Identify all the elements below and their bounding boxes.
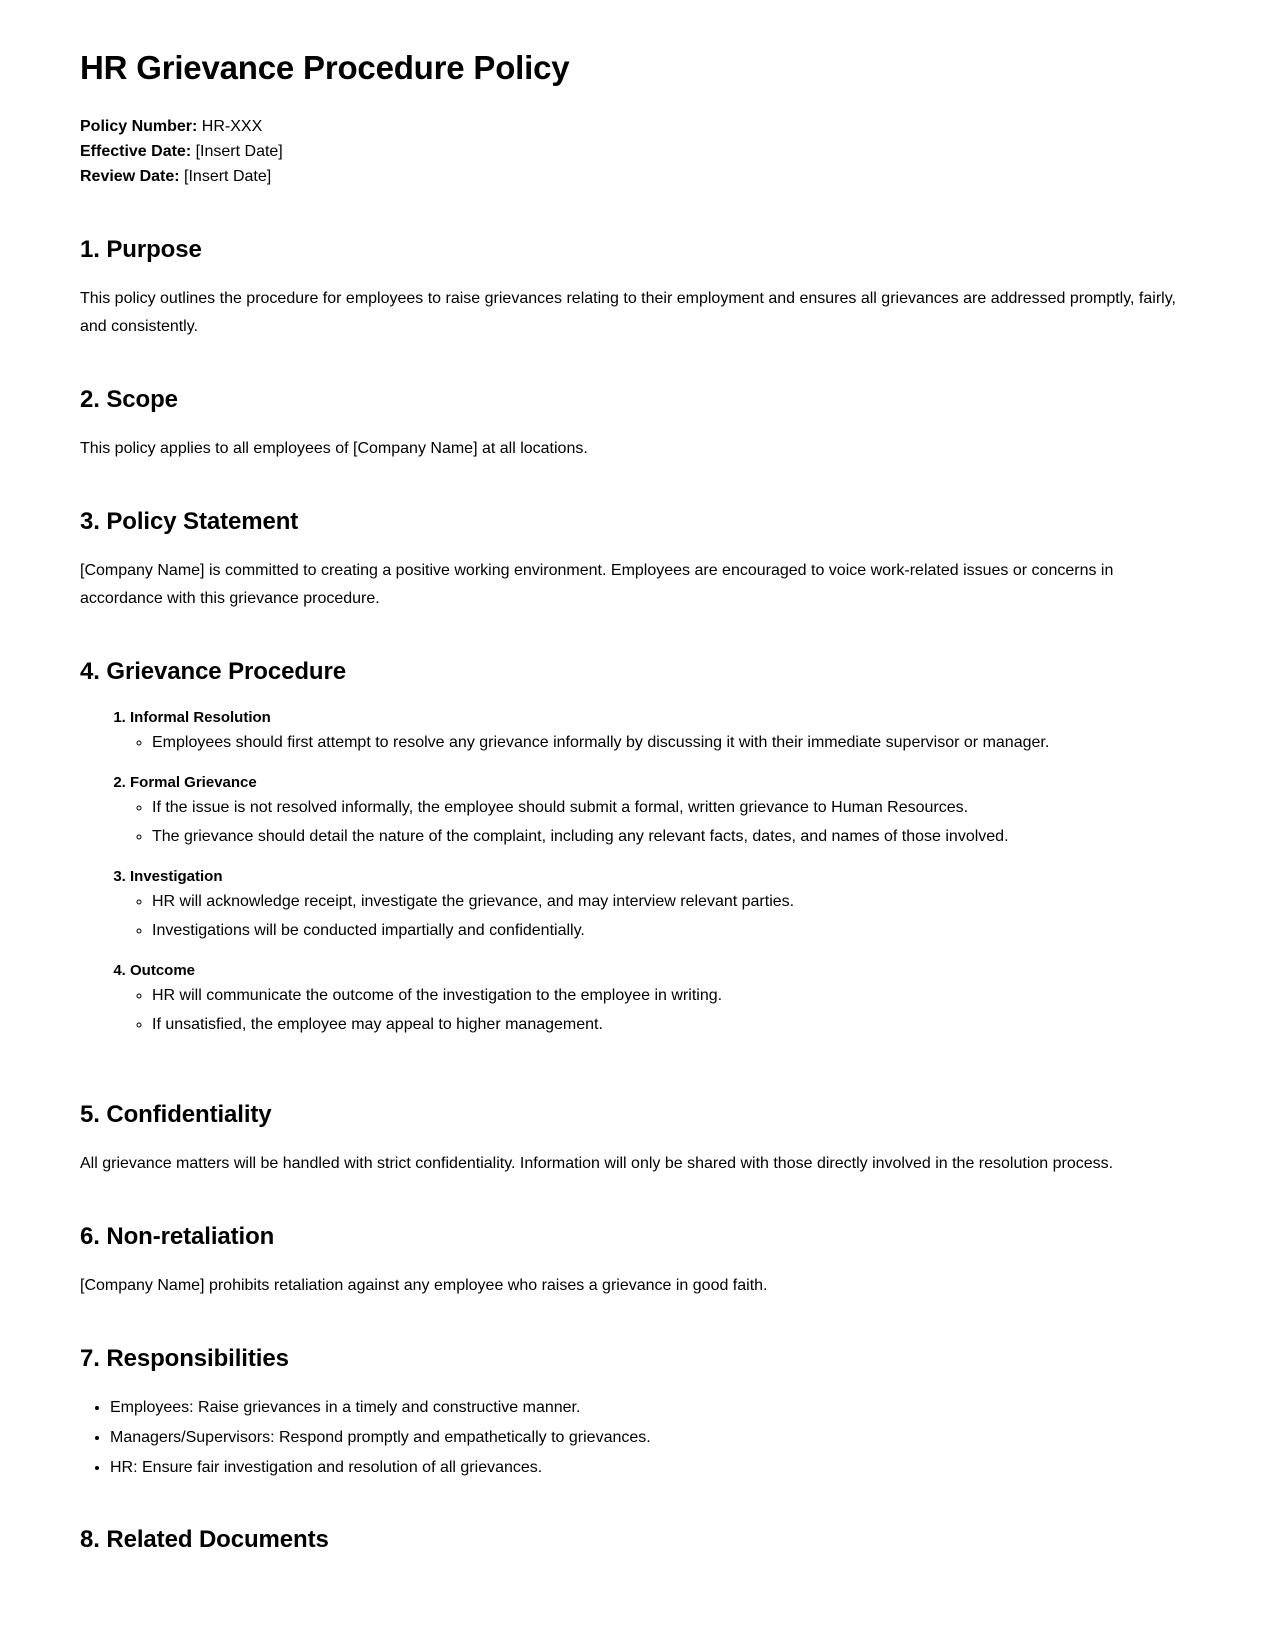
section-confidentiality-paragraph: All grievance matters will be handled with strict confidentiality. Information will only be shared with those directly involved in the resolution process.: [80, 1154, 1114, 1172]
section-purpose-heading: 1. Purpose: [80, 235, 202, 263]
meta-review-date-value: [Insert Date]: [179, 167, 272, 185]
meta-effective-date: [80, 139, 1178, 164]
section-non-retaliation-heading: 6. Non-retaliation: [80, 1222, 275, 1250]
procedure-step-detail: ◦ The grievance should detail the nature of the complaint, including any relevant facts, dates, and names of those involved.: [152, 823, 1178, 850]
section-grievance-procedure-heading: 4. Grievance Procedure: [80, 657, 346, 685]
procedure-step-detail: ◦ If the issue is not resolved informally, the employee should submit a formal, written grievance to Human Resources.: [152, 794, 1178, 821]
procedure-step-detail: ◦ Investigations will be conducted impartially and confidentially.: [152, 917, 1178, 944]
procedure-step: [130, 866, 1178, 944]
section-related-documents-heading: 8. Related Documents: [80, 1525, 329, 1553]
procedure-step-label: Formal Grievance: [130, 773, 257, 791]
section-responsibilities-heading: 7. Responsibilities: [80, 1344, 289, 1372]
procedure-steps-list: [80, 707, 1178, 1038]
procedure-step-detail: ◦ Employees should first attempt to resolve any grievance informally by discussing it with their immediate supervisor or manager.: [152, 729, 1178, 756]
procedure-step-detail: ◦ If unsatisfied, the employee may appeal to higher management.: [152, 1011, 1178, 1038]
section-policy-statement-heading: 3. Policy Statement: [80, 507, 299, 535]
procedure-step-details: [130, 888, 1178, 944]
procedure-step-label: Investigation: [130, 867, 223, 885]
section-confidentiality-heading: 5. Confidentiality: [80, 1100, 272, 1128]
section-non-retaliation: [80, 1222, 1178, 1300]
section-policy-statement: [80, 507, 1178, 613]
procedure-step-details: [130, 794, 1178, 850]
section-policy-statement-paragraph: [Company Name] is committed to creating a positive working environment. Employees are encouraged to voice work-related issues or concerns in accordance with this grievance procedure.: [80, 561, 1114, 607]
responsibility-item: • Managers/Supervisors: Respond promptly and empathetically to grievances.: [110, 1424, 1178, 1451]
list-spacer: [80, 1054, 1178, 1056]
section-non-retaliation-paragraph: [Company Name] prohibits retaliation against any employee who raises a grievance in good faith.: [80, 1276, 768, 1294]
responsibility-item: • Employees: Raise grievances in a timely and constructive manner.: [110, 1394, 1178, 1421]
section-scope: [80, 385, 1178, 463]
meta-policy-number: [80, 114, 1178, 139]
section-purpose: [80, 235, 1178, 341]
meta-policy-number-value: HR-XXX: [197, 117, 263, 135]
procedure-step-label: Outcome: [130, 961, 196, 979]
section-purpose-paragraph: This policy outlines the procedure for employees to raise grievances relating to their employment and ensures all grievances are addressed promptly, fairly, and consistently.: [80, 289, 1176, 335]
responsibilities-list: [80, 1394, 1178, 1481]
section-scope-heading: 2. Scope: [80, 385, 178, 413]
page-title: HR Grievance Procedure Policy: [80, 49, 570, 86]
procedure-step: [130, 772, 1178, 850]
procedure-step-detail: ◦ HR will acknowledge receipt, investigate the grievance, and may interview relevant parties.: [152, 888, 1178, 915]
procedure-step: [130, 707, 1178, 756]
meta-policy-number-label: Policy Number:: [80, 117, 198, 135]
section-confidentiality: [80, 1100, 1178, 1178]
section-grievance-procedure: [80, 657, 1178, 1056]
responsibility-item: • HR: Ensure fair investigation and resolution of all grievances.: [110, 1454, 1178, 1481]
procedure-step-details: [130, 729, 1178, 756]
procedure-step-label: Informal Resolution: [130, 708, 271, 726]
procedure-step-detail: ◦ HR will communicate the outcome of the investigation to the employee in writing.: [152, 982, 1178, 1009]
procedure-step: [130, 960, 1178, 1038]
meta-review-date: [80, 164, 1178, 189]
document-metadata: [80, 114, 1178, 189]
section-scope-paragraph: This policy applies to all employees of [Company Name] at all locations.: [80, 439, 588, 457]
section-related-documents: [80, 1525, 1178, 1555]
meta-effective-date-value: [Insert Date]: [191, 142, 283, 160]
meta-review-date-label: Review Date:: [80, 167, 180, 185]
section-responsibilities: [80, 1344, 1178, 1481]
meta-effective-date-label: Effective Date:: [80, 142, 192, 160]
procedure-step-details: [130, 982, 1178, 1038]
